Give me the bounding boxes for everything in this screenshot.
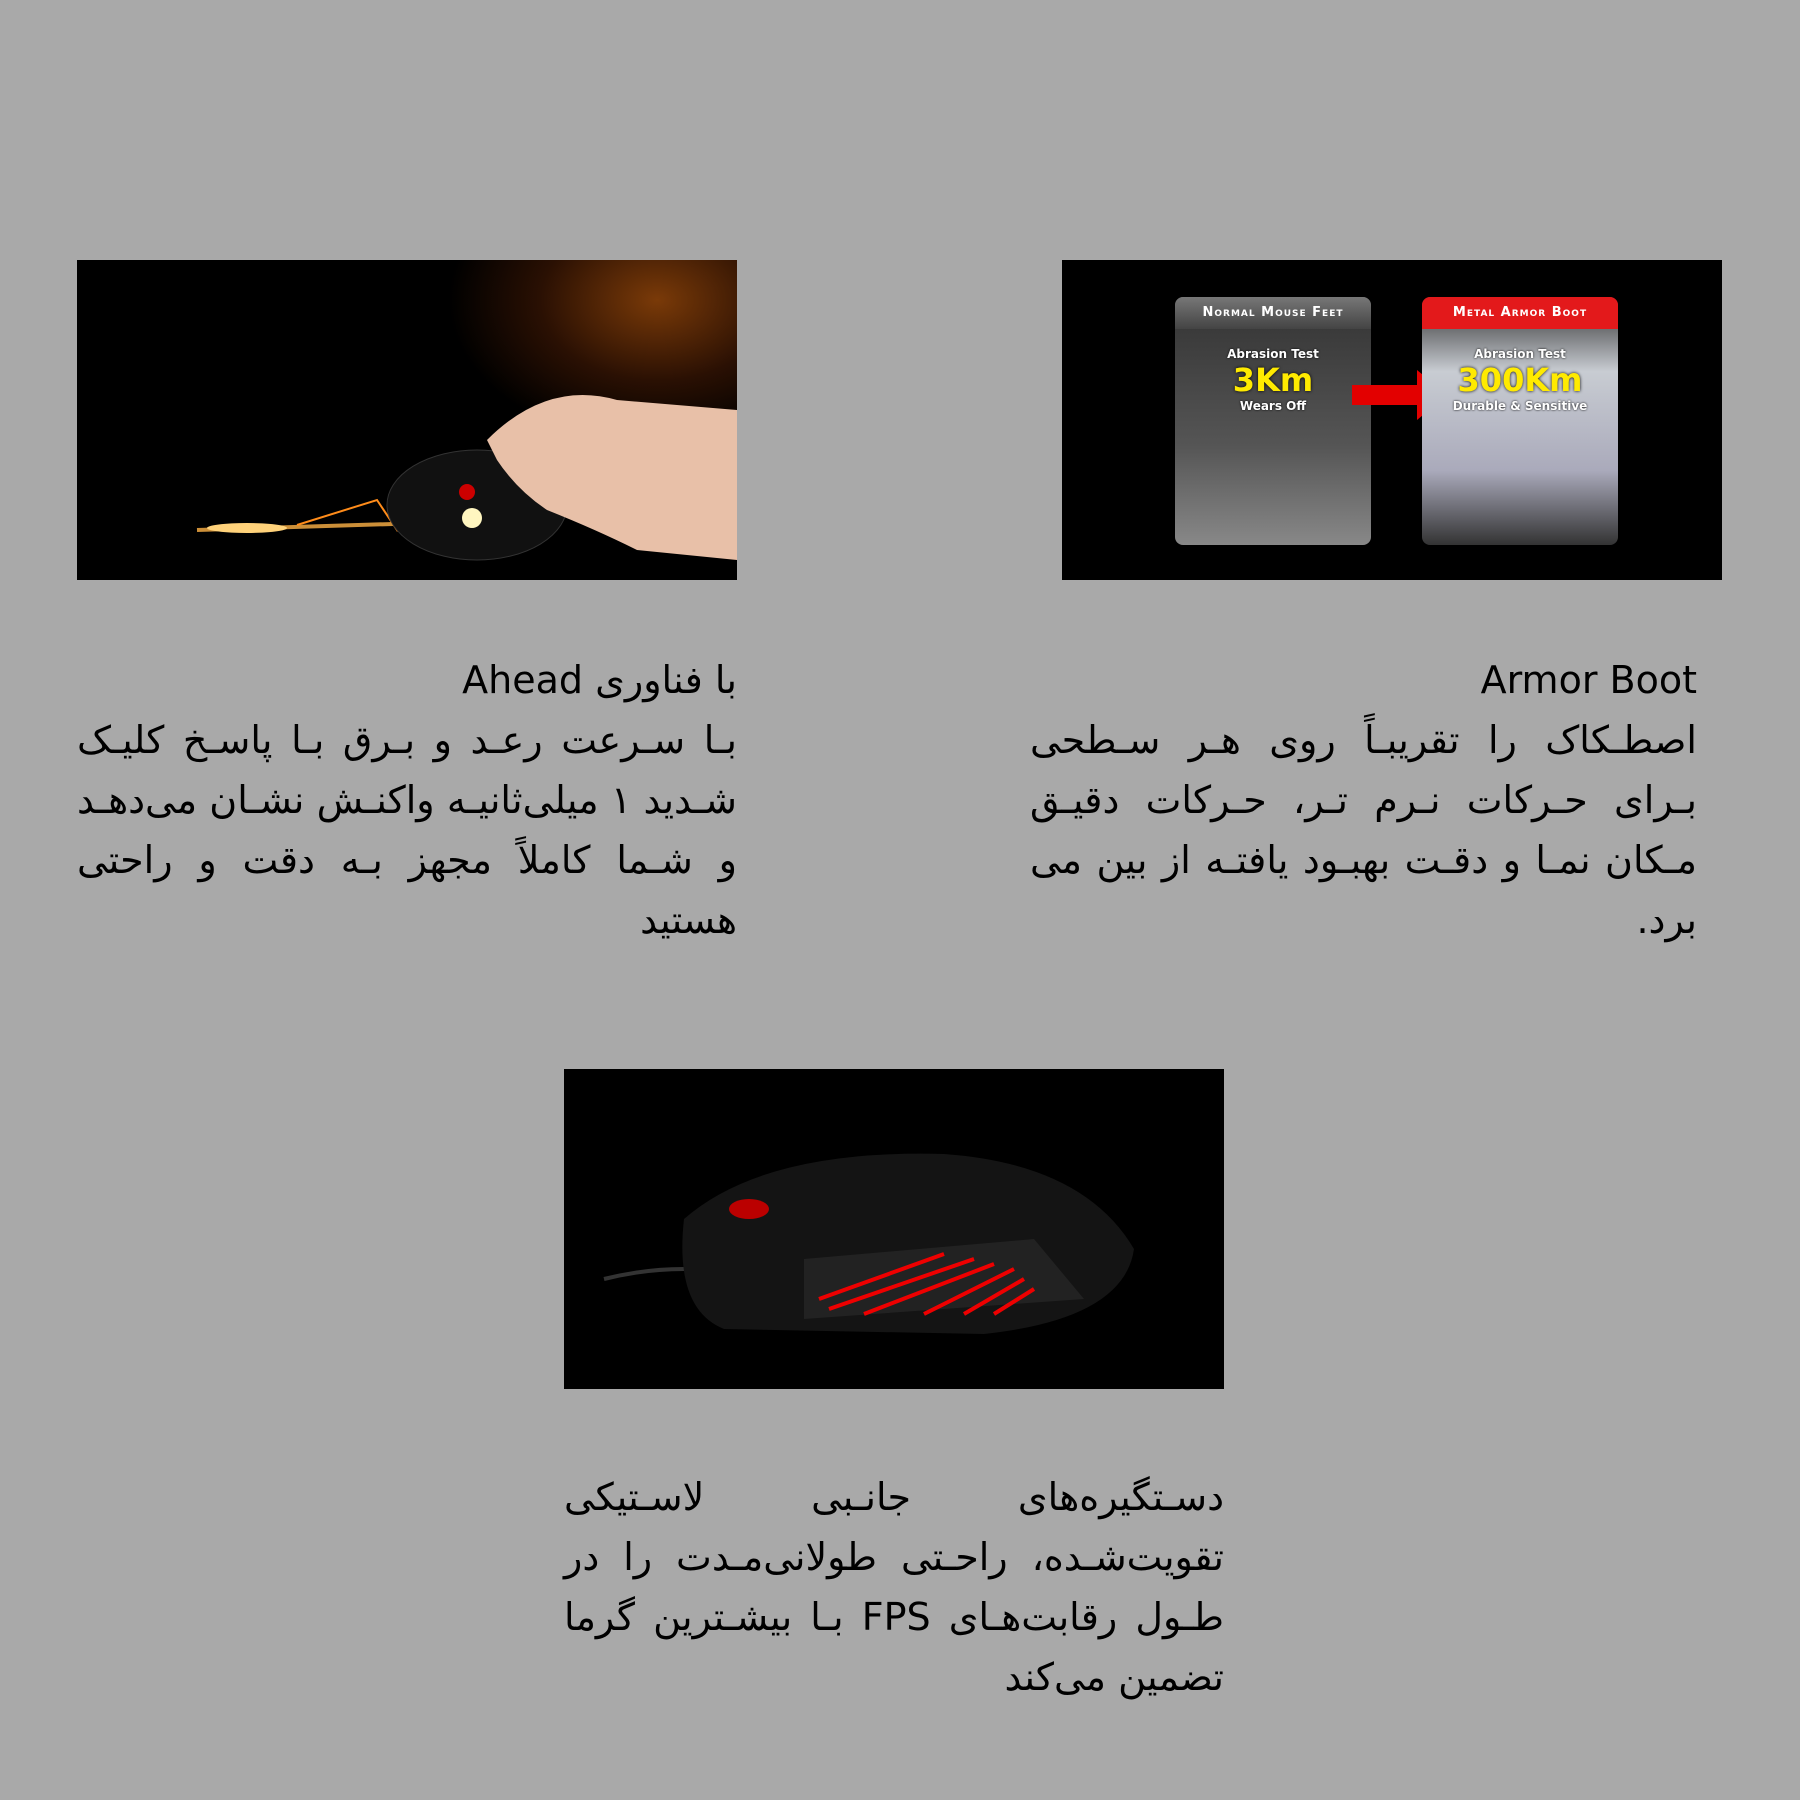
section-body: اصطـکاک را تقریبـاً روی هـر سـطحی بـرای حـرکات نـرم تـر، حـرکات دقیـق مـکان نمـا و دقـت بهبـود یافتـه از بین می برد. (1030, 718, 1697, 942)
test-label: Abrasion Test (1227, 347, 1319, 361)
armor-boot-comparison-image (1062, 260, 1722, 580)
test-note: Wears Off (1239, 399, 1307, 413)
card-header: Metal Armor Boot (1422, 297, 1618, 329)
section-title: Armor Boot (1480, 658, 1697, 702)
test-value: 300Km (1457, 361, 1583, 399)
gaming-mouse-image (564, 1069, 1224, 1389)
section-title: با فناوری Ahead (462, 658, 737, 702)
ahead-tech-description (77, 650, 737, 950)
test-note: Durable & Sensitive (1452, 399, 1588, 413)
normal-feet-card (1175, 297, 1371, 545)
hand-on-mouse-image (77, 260, 737, 580)
mouse-illustration (564, 1069, 1224, 1389)
metal-boot-card (1422, 297, 1618, 545)
hand-mouse-illustration (77, 260, 737, 580)
section-body: بـا سـرعت رعـد و بـرق بـا پاسـخ کلیـک شـدید ۱ میلی‌ثانیـه واکنـش نشـان می‌دهـد و شـما کاملاً مجهز بـه دقت و راحتی هستید (77, 718, 737, 942)
armor-boot-description (1030, 650, 1697, 950)
card-header: Normal Mouse Feet (1175, 297, 1371, 329)
side-grips-description (564, 1467, 1224, 1707)
test-label: Abrasion Test (1474, 347, 1566, 361)
section-body: دسـتگیره‌های جانـبی لاسـتیکی تقویت‌شـده، راحـتی طولانی‌مـدت را در طـول رقابت‌هـای FPS بـا بیشـترین گرما تضمین می‌کند (564, 1475, 1224, 1699)
test-value: 3Km (1232, 361, 1314, 399)
